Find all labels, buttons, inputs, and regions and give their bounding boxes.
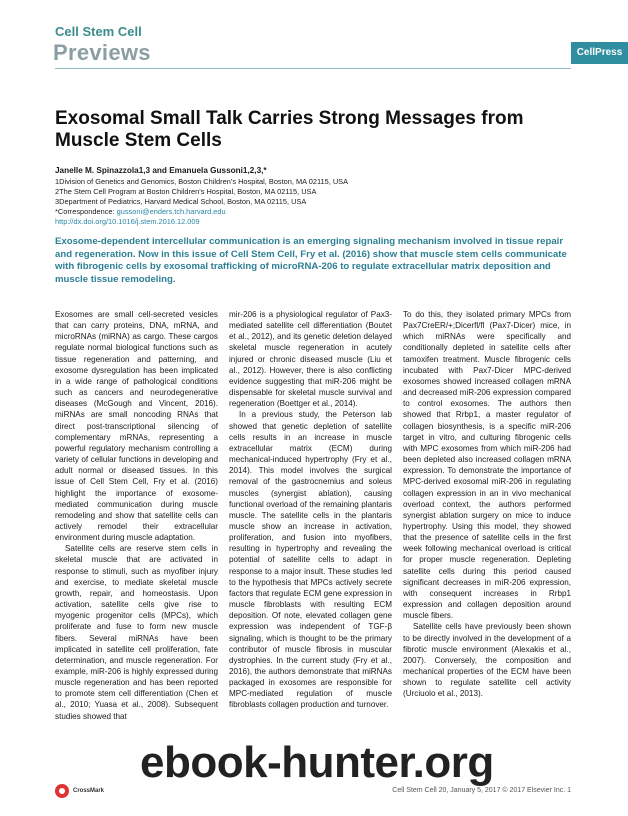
correspondence-email-link[interactable]: gussoni@enders.tch.harvard.edu <box>116 207 226 216</box>
footer-citation: Cell Stem Cell 20, January 5, 2017 © 2017 Elsevier Inc. 1 <box>392 787 571 794</box>
header-divider <box>55 68 571 69</box>
affiliation-3: 3Department of Pediatrics, Harvard Medical School, Boston, MA 02115, USA <box>55 197 307 206</box>
correspondence <box>55 207 575 217</box>
body-paragraph: mir-206 is a physiological regulator of Pax3-mediated satellite cell differentiation (Boutet et al., 2012), and its genetic deletion delayed skeletal muscle regeneration in acutely injured or chronic diseased muscle (Liu et al., 2012). However, there is also conflicting evidence suggesting that miR-206 might be dispensable for skeletal muscle survival and regeneration (Boettger et al., 2014). <box>229 310 392 409</box>
journal-name: Cell Stem Cell <box>55 24 142 39</box>
author-list: Janelle M. Spinazzola1,3 and Emanuela Gussoni1,2,3,* <box>55 166 267 175</box>
correspondence-label: *Correspondence: <box>55 207 117 216</box>
abstract: Exosome-dependent intercellular communication is an emerging signaling mechanism involved in tissue repair and regeneration. Now in this issue of Cell Stem Cell, Fry et al. (2016) show that muscle stem cells communicate with fibrogenic cells by exosomal trafficking of microRNA-206 to regulate extracellular matrix deposition and muscle tissue remodeling. <box>55 236 567 285</box>
body-paragraph: To do this, they isolated primary MPCs from Pax7CreER/+;Dicerfl/fl (Pax7-Dicer) mice, in which miRNAs were specifically and conditionally depleted in satellite cells after tamoxifen treatment. Muscle fibrogenic cells incubated with Pax7-Dicer MPC-derived exosomes showed increased collagen mRNA and decreased miR-206 expression compared to control exosomes. The authors then showed that Rrbp1, a master regulator of collagen biosynthesis, is a specific miR-206 target in vitro, and culturing fibrogenic cells with MPC exosomes from which miR-206 had been depleted also increased collagen mRNA expression. To demonstrate the importance of MPC-derived exosomal miR-206 in regulating collagen expression in an in vivo mechanical overload context, the authors performed synergist ablation surgery on mice to induce hypertrophy. Using this model, they showed that the presence of satellite cells in the first week following mechanical overload is critical for proper muscle regeneration. Depleting satellite cells during this period caused significant decreases in miR-206 expression, with consequent increases in Rrbp1 expression and collagen deposition around muscle fibers. <box>403 310 571 621</box>
affiliation-2: 2The Stem Cell Program at Boston Children’s Hospital, Boston, MA 02115, USA <box>55 187 317 196</box>
crossmark-icon <box>55 784 69 798</box>
body-paragraph: In a previous study, the Peterson lab showed that genetic depletion of satellite cells results in an increase in muscle extracellular matrix (ECM) during mechanical-induced hypertrophy (Fry et al., 2014). This model involves the surgical removal of the gastrocnemius and soleus muscles (synergist ablation), causing functional overload of the remaining plantaris muscle. The satellite cells in the plantaris muscle show an increase in activation, proliferation, and fusion into myofibers, resulting in hypertrophy and revealing the potential of satellite cells to adapt in response to a major insult. These studies led to the hypothesis that MPCs actively secrete factors that regulate ECM gene expression in muscle fibroblasts with resulting ECM deposition. Of note, elevated collagen gene expression was independent of TGF-β signaling, which is thought to be the primary contributor of muscle fibrosis in muscular dystrophies. In the current study (Fry et al., 2016), the authors demonstrate that miRNAs packaged in exosomes are responsible for MPC-mediated regulation of muscle fibroblasts collagen production and turnover. <box>229 410 392 710</box>
body-column-1 <box>55 309 218 722</box>
affiliations <box>55 177 575 227</box>
body-paragraph: Exosomes are small cell-secreted vesicles that can carry proteins, DNA, mRNA, and microRNAs (miRNA) as cargo. These cargos regulate normal biological functions such as tissue regeneration and patterning, and exosome dysregulation has been implicated in a wide range of pathological conditions such as cancers and neurodegenerative diseases (McGough and Vincent, 2016). miRNAs are small noncoding RNAs that direct post-transcriptional silencing of complementary mRNAs, representing a powerful regulatory mechanism controlling a variety of cellular functions in developing and adult normal or diseased tissues. In this issue of Cell Stem Cell, Fry et al. (2016) highlight the importance of exosome-mediated communication during muscle remodeling and show that satellite cells can actively remodel their extracellular environment during muscle adaptation. <box>55 310 218 543</box>
article-title: Exosomal Small Talk Carries Strong Messages from Muscle Stem Cells <box>55 108 524 151</box>
doi-link[interactable]: http://dx.doi.org/10.1016/j.stem.2016.12.009 <box>55 217 200 226</box>
crossmark-badge[interactable] <box>55 784 104 798</box>
crossmark-label: CrossMark <box>73 788 105 794</box>
body-paragraph: Satellite cells have previously been shown to be directly involved in the development of a fibrotic muscle environment (Alexakis et al., 2007). Conversely, the composition and mechanical properties of the ECM have been shown to regulate satellite cell activity (Urciuolo et al., 2013). <box>403 622 571 699</box>
publisher-logo: CellPress <box>571 42 628 64</box>
affiliation-1: 1Division of Genetics and Genomics, Boston Children’s Hospital, Boston, MA 02115, USA <box>55 177 349 186</box>
watermark: ebook-hunter.org <box>140 738 494 787</box>
body-column-3 <box>403 309 571 699</box>
body-paragraph: Satellite cells are reserve stem cells in skeletal muscle that are activated in response to stimuli, such as myofiber injury and exercise, to mediate skeletal muscle growth, repair, and homeostasis. Upon activation, satellite cells give rise to myogenic progenitor cells (MPCs), which proliferate and fuse to form new muscle fibers. Several miRNAs have been implicated in satellite cell proliferation, fate determination, and muscle regeneration. For example, miR-206 is highly expressed during muscle regeneration and has been reported to promote stem cell differentiation (Chen et al., 2010; Yuasa et al., 2008). Subsequent studies showed that <box>55 544 218 721</box>
body-column-2 <box>229 309 392 711</box>
section-label: Previews <box>53 40 151 65</box>
